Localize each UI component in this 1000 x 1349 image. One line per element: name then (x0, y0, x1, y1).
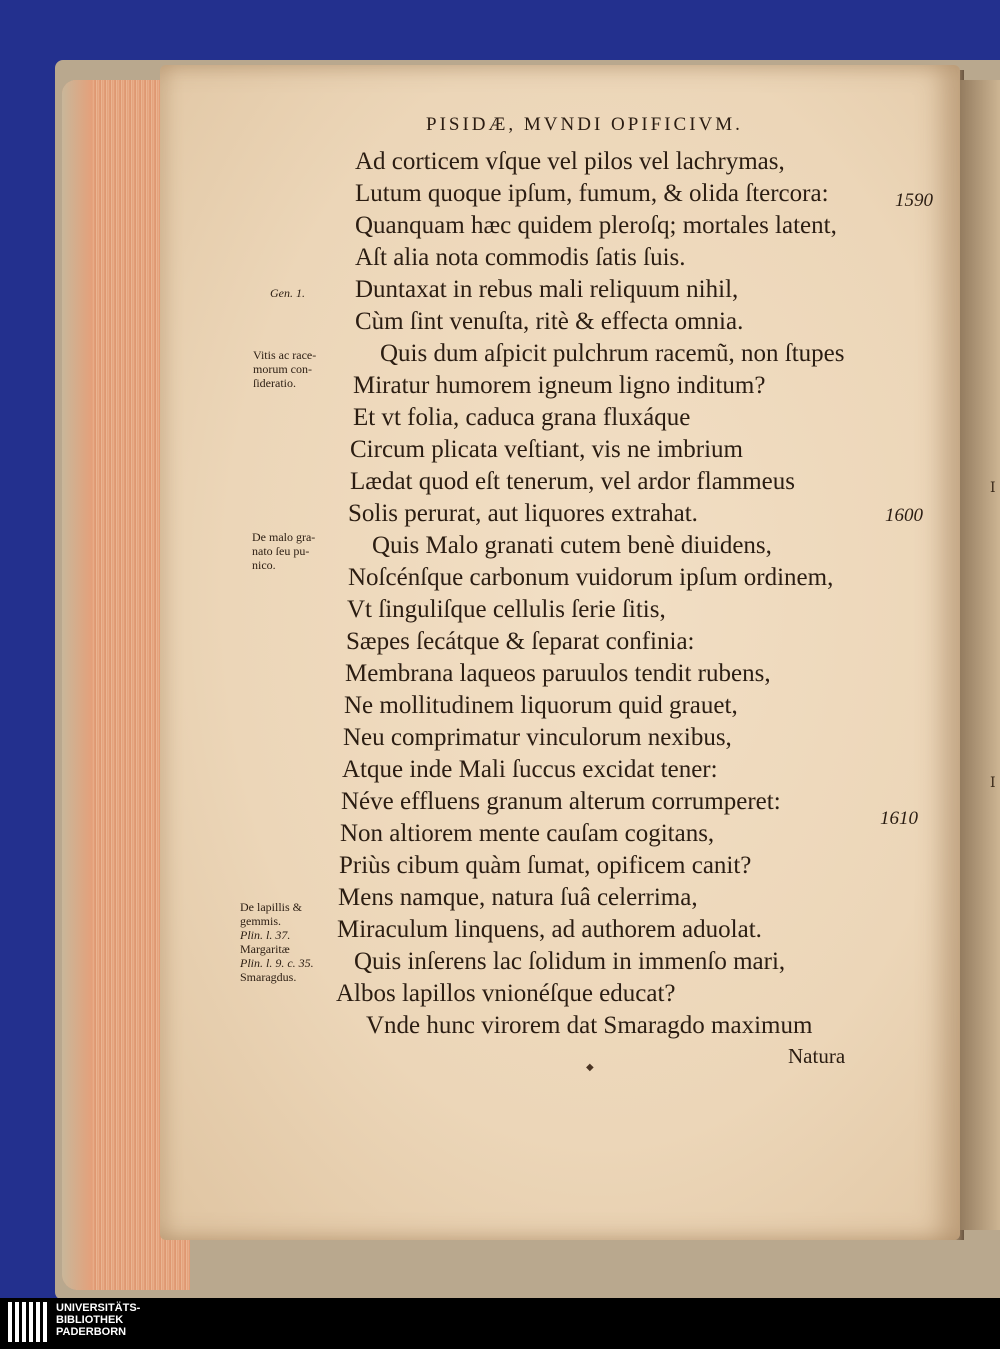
verse-line: Miraculum linquens, ad authorem aduolat. (337, 916, 762, 943)
ornament-dot: ◆ (586, 1062, 594, 1073)
verse-line: Noſcénſque carbonum vuidorum ipſum ordinem, (348, 564, 834, 591)
verse-line: Solis perurat, aut liquores extrahat. (348, 500, 698, 527)
library-logo-icon (8, 1302, 53, 1342)
verse-line: Quis inſerens lac ſolidum in immenſo mari, (354, 948, 786, 975)
verse-line: Miratur humorem igneum ligno inditum? (353, 372, 766, 399)
verse-line: Vnde hunc virorem dat Smaragdo maximum (366, 1012, 813, 1039)
verse-line: Lutum quoque ipſum, fumum, & olida ſtercora: (355, 180, 829, 207)
verse-line: Aſt alia nota commodis ſatis ſuis. (355, 244, 686, 271)
verse-line: Quanquam hæc quidem pleroſq; mortales latent, (355, 212, 837, 239)
library-name: UNIVERSITÄTS- BIBLIOTHEK PADERBORN (56, 1302, 141, 1338)
running-header: PISIDÆ, MVNDI OPIFICIVM. (426, 114, 743, 135)
facing-page-mark: I (990, 480, 996, 496)
verse-line: Atque inde Mali ſuccus excidat tener: (342, 756, 718, 783)
verse-line: Duntaxat in rebus mali reliquum nihil, (355, 276, 739, 303)
verse-line: Quis dum aſpicit pulchrum racemũ, non ſtupes (380, 340, 845, 367)
verse-line: Ad corticem vſque vel pilos vel lachrymas, (355, 148, 785, 175)
facing-page-mark: I (990, 775, 996, 791)
margin-note-malo: De malo gra- nato ſeu pu- nico. (252, 530, 316, 572)
margin-note-lapillis: De lapillis & gemmis. Plin. l. 37. Margaritæ Plin. l. 9. c. 35. Smaragdus. (240, 900, 314, 984)
margin-note-vitis: Vitis ac race- morum con- ſideratio. (253, 348, 317, 390)
verse-line: Neu comprimatur vinculorum nexibus, (343, 724, 732, 751)
verse-line: Ne mollitudinem liquorum quid grauet, (344, 692, 738, 719)
verse-line: Non altiorem mente cauſam cogitans, (340, 820, 715, 847)
verse-line: Vt ſinguliſque cellulis ſerie ſitis, (347, 596, 666, 623)
verse-line: Priùs cibum quàm ſumat, opificem canit? (339, 852, 752, 879)
verse-line: Membrana laqueos paruulos tendit rubens, (345, 660, 771, 687)
verse-line: Néve effluens granum alterum corrumperet: (341, 788, 781, 815)
verse-line: Lædat quod eſt tenerum, vel ardor flammeus (350, 468, 796, 495)
margin-note-gen: Gen. 1. (270, 286, 305, 300)
verse-line: Mens namque, natura ſuâ celerrima, (338, 884, 698, 911)
verse-line: Cùm ſint venuſta, ritè & effecta omnia. (355, 308, 744, 335)
footer-bar (0, 1298, 1000, 1349)
verse-line: Circum plicata veſtiant, vis ne imbrium (350, 436, 743, 463)
facing-page (955, 80, 1000, 1230)
verse-line: Quis Malo granati cutem benè diuidens, (372, 532, 772, 559)
verse-line: Sæpes ſecátque & ſeparat confinia: (346, 628, 695, 655)
verse-line: Albos lapillos vnionéſque educat? (336, 980, 676, 1007)
line-number: 1600 (885, 505, 923, 526)
line-number: 1590 (895, 190, 933, 211)
line-number: 1610 (880, 808, 918, 829)
catchword: Natura (788, 1044, 846, 1068)
verse-line: Et vt folia, caduca grana fluxáque (353, 404, 691, 431)
